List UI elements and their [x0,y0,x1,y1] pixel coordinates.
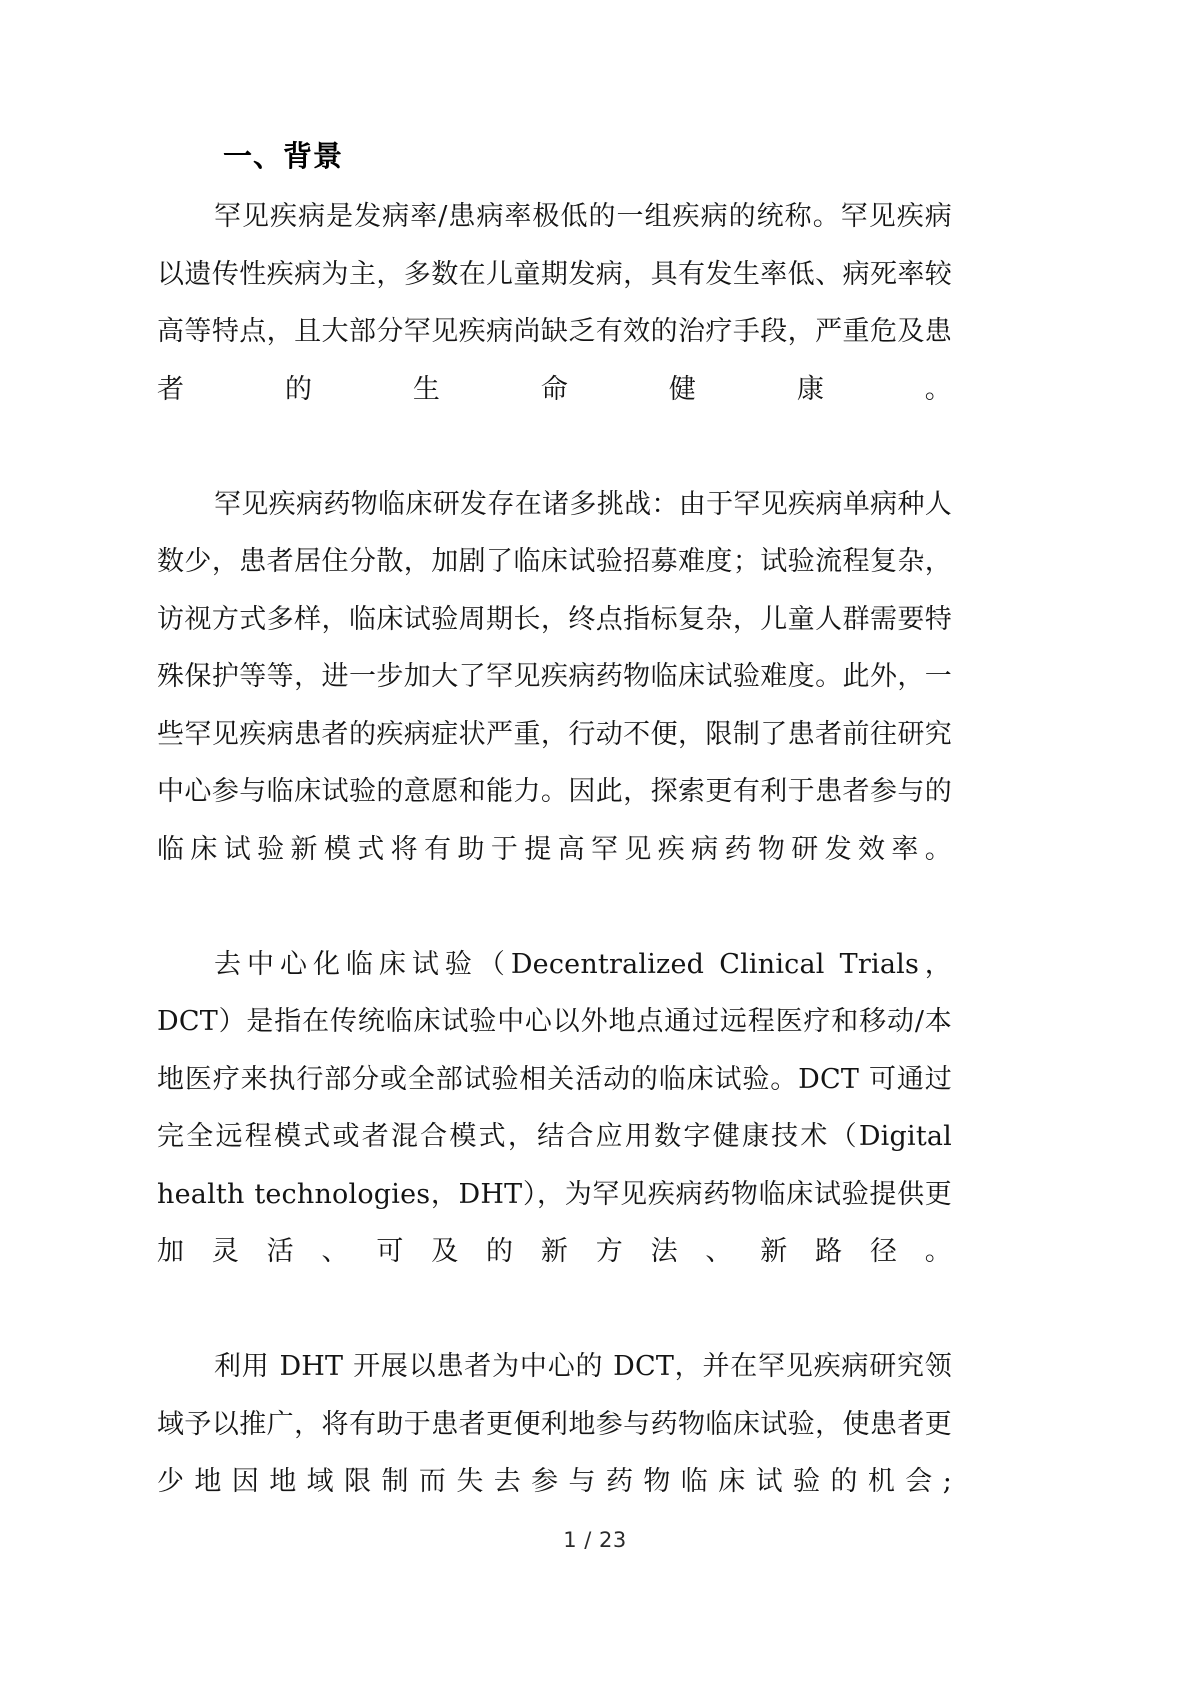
paragraph-dht-benefits: 利用 DHT 开展以患者为中心的 DCT，并在罕见疾病研究领域予以推广，将有助于患者更便利地参与药物临床试验，使患者更少地因地域限制而失去参与药物临床试验的机会; [157,1351,952,1497]
paragraph-rare-disease-definition: 罕见疾病是发病率/患病率极低的一组疾病的统称。罕见疾病以遗传性疾病为主，多数在儿童期发病，具有发生率低、病死率较高等特点，且大部分罕见疾病尚缺乏有效的治疗手段，严重危及患者的生命健康。 [157,201,952,405]
document-body [157,128,952,1568]
page-number-footer: 1 / 23 [563,1528,627,1552]
section-heading-background: 一、背景 [223,139,344,173]
paragraph-clinical-development-challenges: 罕见疾病药物临床研发存在诸多挑战：由于罕见疾病单病种人数少，患者居住分散，加剧了临床试验招募难度；试验流程复杂，访视方式多样，临床试验周期长，终点指标复杂，儿童人群需要特殊保护等等，进一步加大了罕见疾病药物临床试验难度。此外，一些罕见疾病患者的疾病症状严重，行动不便，限制了患者前往研究中心参与临床试验的意愿和能力。因此，探索更有利于患者参与的临床试验新模式将有助于提高罕见疾病药物研发效率。 [157,488,952,865]
paragraph-dct-definition: 去中心化临床试验（Decentralized Clinical Trials，DCT）是指在传统临床试验中心以外地点通过远程医疗和移动/本地医疗来执行部分或全部试验相关活动的临床试验。DCT 可通过完全远程模式或者混合模式，结合应用数字健康技术（Digital health technologies，DHT），为罕见疾病药物临床试验提供更加灵活、可及的新方法、新路径。 [157,948,952,1267]
